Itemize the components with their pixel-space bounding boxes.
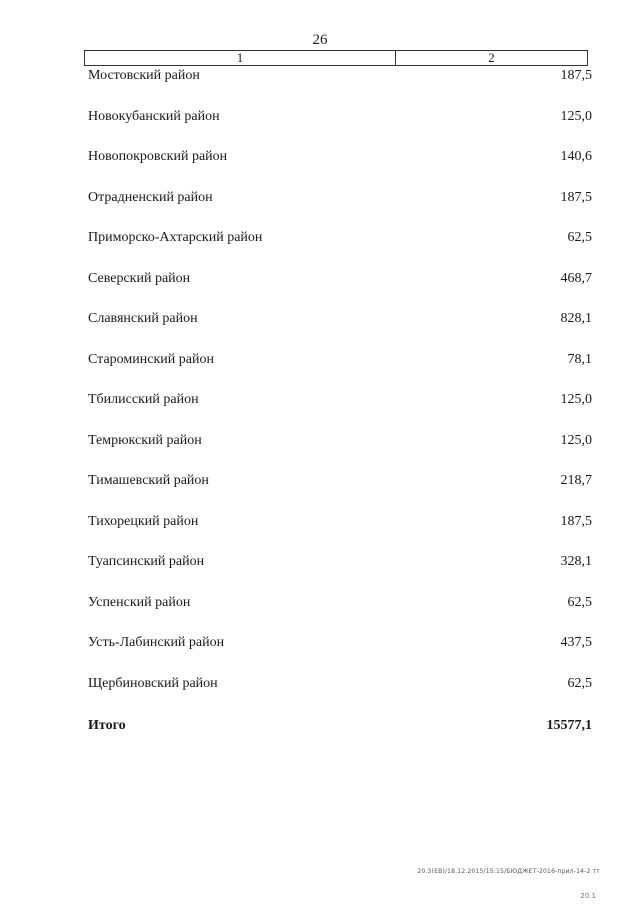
district-value: 828,1	[560, 311, 592, 326]
district-name: Темрюкский район	[88, 432, 202, 448]
district-table	[88, 68, 592, 716]
table-row	[88, 514, 592, 555]
district-value: 187,5	[560, 189, 592, 205]
district-value: 125,0	[560, 108, 592, 124]
district-name: Новокубанский район	[88, 108, 220, 124]
footer-document-code: 20.3(ЕВ)/18.12.2015/15:15/БЮДЖЕТ-2016-прил-14-2 тт	[417, 868, 600, 875]
district-value: 62,5	[567, 675, 592, 691]
district-name: Тимашевский район	[88, 473, 209, 488]
footer-mark: 20.1	[580, 892, 596, 900]
table-row	[88, 595, 592, 636]
table-row	[88, 352, 592, 393]
table-row	[88, 311, 592, 352]
table-row	[88, 473, 592, 514]
district-name: Славянский район	[88, 311, 198, 326]
district-name: Староминский район	[88, 351, 214, 367]
district-name: Тбилисский район	[88, 392, 199, 407]
table-row	[88, 433, 592, 474]
district-name: Мостовский район	[88, 68, 200, 83]
table-row	[88, 190, 592, 231]
table-row	[88, 676, 592, 717]
table-row	[88, 230, 592, 271]
table-row	[88, 68, 592, 109]
table-row	[88, 109, 592, 150]
district-name: Приморско-Ахтарский район	[88, 230, 263, 245]
header-column-2: 2	[488, 50, 495, 65]
district-value: 62,5	[567, 230, 592, 245]
total-label: Итого	[88, 718, 126, 733]
district-value: 78,1	[567, 351, 592, 367]
district-name: Тихорецкий район	[88, 513, 199, 529]
total-value: 15577,1	[546, 718, 592, 733]
table-row	[88, 271, 592, 312]
district-name: Новопокровский район	[88, 149, 228, 164]
district-value: 218,7	[560, 473, 592, 488]
district-value: 187,5	[560, 68, 592, 83]
district-value: 187,5	[560, 513, 592, 529]
district-value: 468,7	[560, 270, 592, 286]
district-name: Отрадненский район	[88, 189, 213, 205]
table-row	[88, 149, 592, 190]
table-header	[84, 50, 588, 66]
page-number: 26	[312, 32, 328, 48]
district-value: 125,0	[560, 392, 592, 407]
district-name: Северский район	[88, 270, 191, 286]
district-name: Усть-Лабинский район	[88, 635, 225, 650]
district-value: 140,6	[560, 149, 592, 164]
district-value: 437,5	[560, 635, 592, 650]
table-row	[88, 635, 592, 676]
table-row	[88, 392, 592, 433]
district-value: 62,5	[567, 594, 592, 610]
table-row	[88, 554, 592, 595]
district-name: Успенский район	[88, 594, 191, 610]
district-value: 125,0	[560, 432, 592, 448]
header-column-1: 1	[85, 51, 396, 65]
district-name: Щербиновский район	[88, 675, 218, 691]
district-value: 328,1	[560, 554, 592, 569]
district-name: Туапсинский район	[88, 554, 205, 569]
